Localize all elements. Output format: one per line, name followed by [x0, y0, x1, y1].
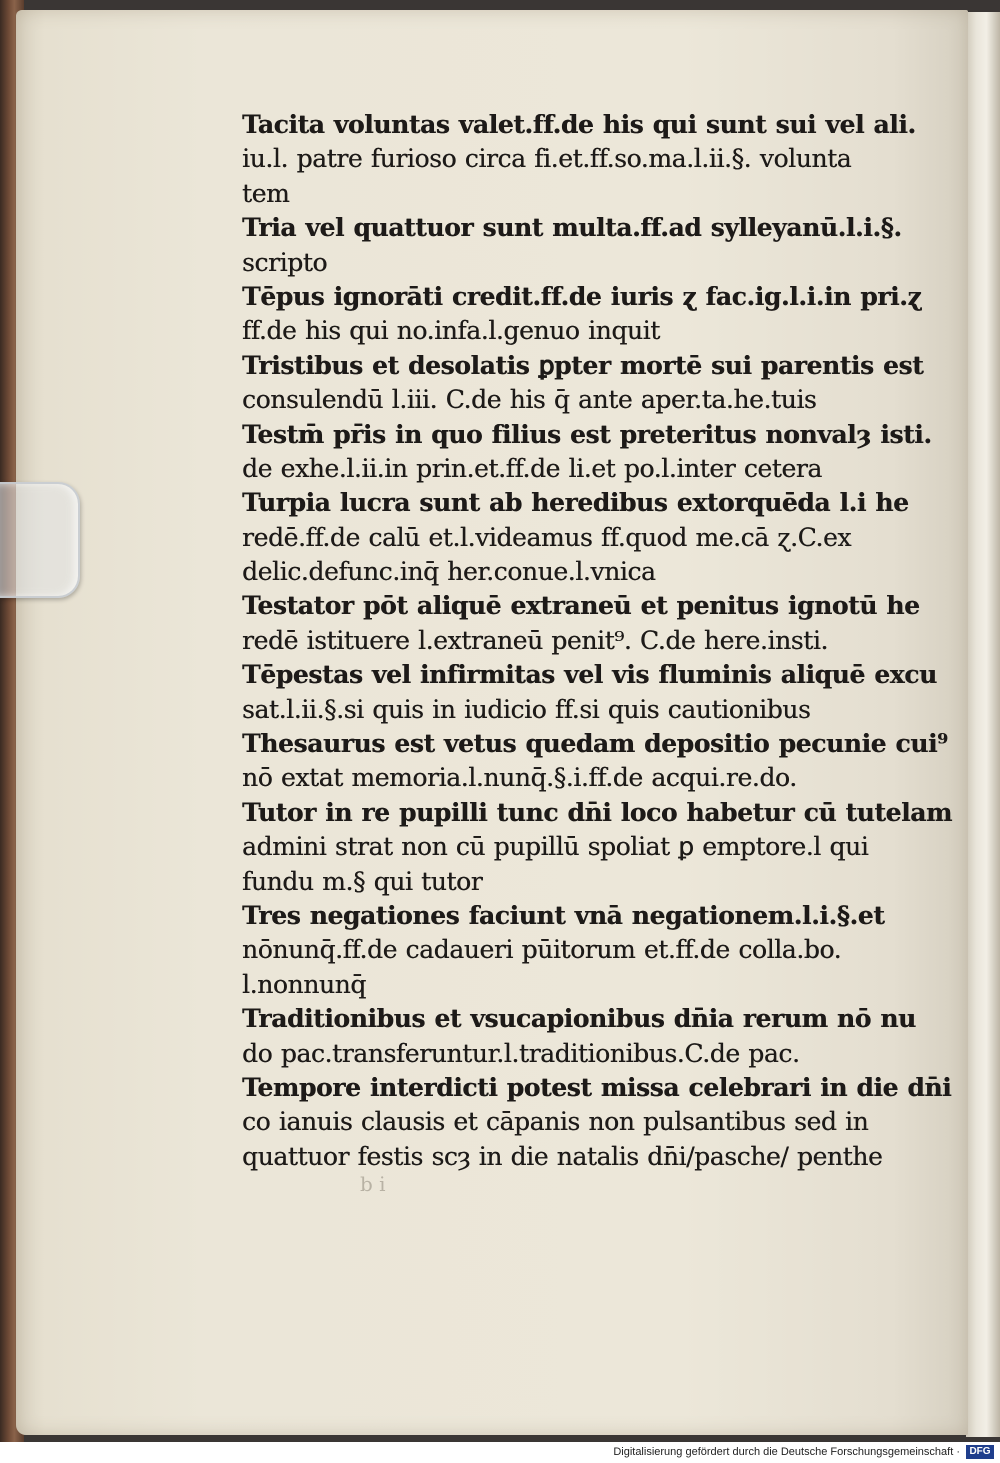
text-line: Tacita voluntas valet.ff.de his qui sunt sui vel ali. — [242, 110, 916, 139]
signature-mark: b i — [360, 1172, 386, 1196]
text-line: Tria vel quattuor sunt multa.ff.ad sylleyanū.l.i.§. — [242, 213, 902, 243]
text-line: tem — [242, 178, 290, 208]
text-line: co ianuis clausis et cāpanis non pulsantibus sed in — [242, 1107, 869, 1137]
text-line: ff.de his qui no.infa.l.genuo inquit — [242, 316, 660, 346]
text-line: Testm̄ pr̄is in quo filius est preteritus nonvalȝ isti. — [242, 419, 932, 449]
text-line: admini strat non cū pupillū spoliat ꝑ emptore.l qui — [242, 832, 869, 862]
text-line: redē.ff.de calū et.l.videamus ff.quod me.cā ɀ.C.ex — [242, 522, 852, 552]
text-line: Tēpus ignorāti credit.ff.de iuris ɀ fac.ig.l.i.in pri.ɀ — [242, 281, 922, 311]
text-line: scripto — [242, 247, 328, 277]
text-line: nōnunq̄.ff.de cadaueri pūitorum et.ff.de colla.bo. — [242, 935, 842, 965]
text-line: iu.l. patre furioso circa fi.et.ff.so.ma.l.ii.§. volunta — [242, 144, 852, 174]
text-line: Tutor in re pupilli tunc dn̄i loco habetur cū tutelam — [242, 797, 953, 827]
text-line: sat.l.ii.§.si quis in iudicio ff.si quis cautionibus — [242, 694, 811, 724]
text-line: do pac.transferuntur.l.traditionibus.C.de pac. — [242, 1038, 800, 1068]
text-line: Tres negationes faciunt vnā negationem.l.i.§.et — [242, 900, 885, 930]
text-line: redē istituere l.extraneū penit⁹. C.de here.insti. — [242, 625, 828, 655]
text-line: l.nonnunq̄ — [242, 969, 366, 999]
page-text — [242, 108, 953, 1174]
funding-credit: Digitalisierung gefördert durch die Deutsche Forschungsgemeinschaft · — [613, 1446, 960, 1458]
book-clip — [0, 482, 80, 598]
footer-bar — [0, 1442, 1000, 1463]
text-line: Tēpestas vel infirmitas vel vis fluminis aliquē excu — [242, 660, 937, 690]
text-line: Turpia lucra sunt ab heredibus extorquēda l.i he — [242, 488, 909, 518]
text-line: Tristibus et desolatis ꝑpter mortē sui parentis est — [242, 350, 924, 380]
text-line: fundu m.§ qui tutor — [242, 866, 483, 896]
text-line: quattuor festis scȝ in die natalis dn̄i/pasche/ penthe — [242, 1141, 883, 1171]
text-line: Thesaurus est vetus quedam depositio pecunie cui⁹ — [242, 729, 948, 759]
text-line: delic.defunc.inq̄ her.conue.l.vnica — [242, 557, 656, 587]
text-line: de exhe.l.ii.in prin.et.ff.de li.et po.l.inter cetera — [242, 453, 822, 483]
text-line: Traditionibus et vsucapionibus dn̄ia rerum nō nu — [242, 1004, 916, 1034]
text-line: consulendū l.iii. C.de his q̄ ante aper.ta.he.tuis — [242, 385, 817, 415]
text-line: nō extat memoria.l.nunq̄.§.i.ff.de acqui.re.do. — [242, 763, 797, 793]
text-line: Tempore interdicti potest missa celebrari in die dn̄i — [242, 1072, 952, 1102]
dfg-logo: DFG — [966, 1445, 994, 1459]
adjacent-page-edge — [966, 12, 1000, 1437]
text-line: Testator pōt aliquē extraneū et penitus ignotū he — [242, 591, 920, 621]
